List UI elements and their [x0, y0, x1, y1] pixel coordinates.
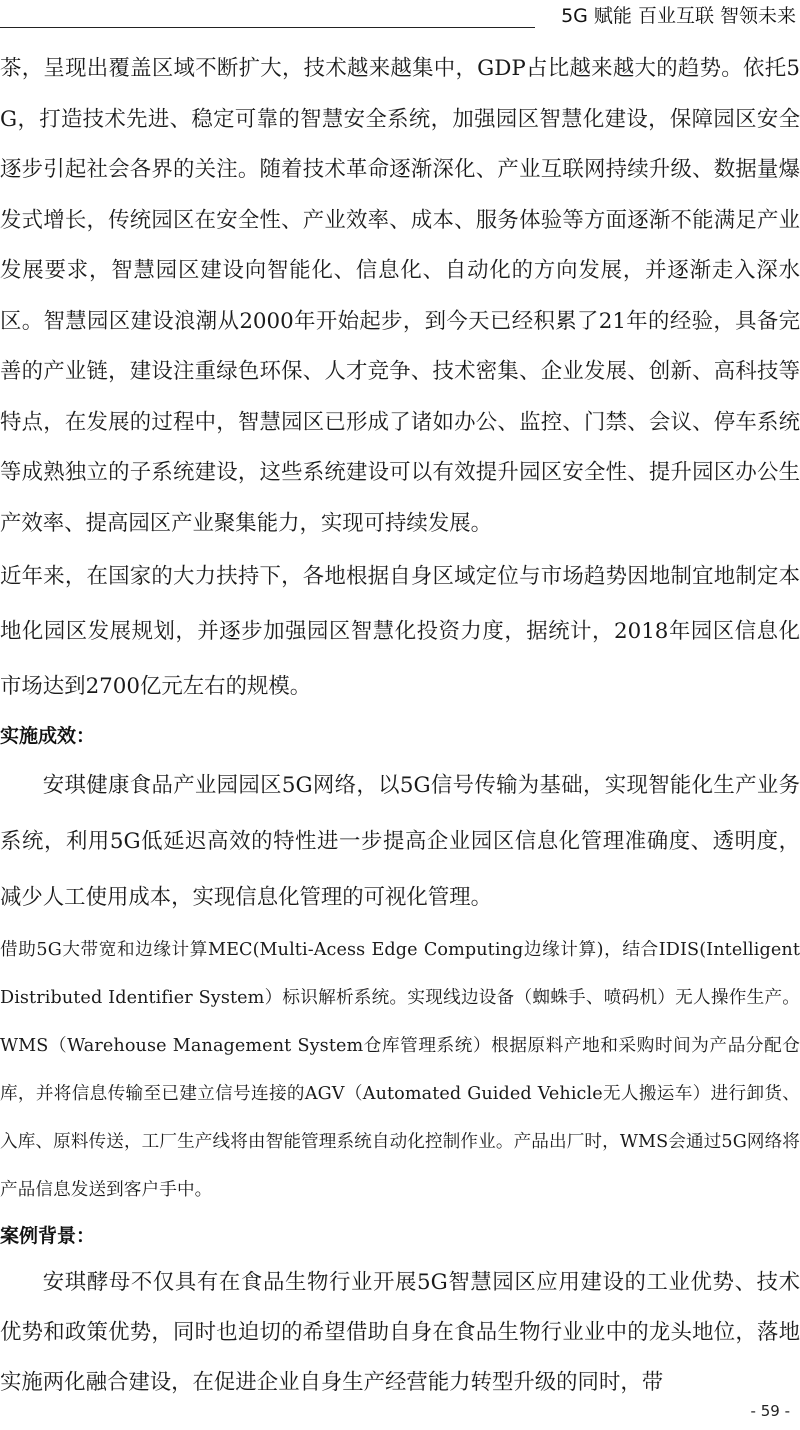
intro-paragraph-a: 茶，呈现出覆盖区域不断扩大，技术越来越集中，GDP占比越来越大的趋势。依托5G，打造技术先进、稳定可靠的智慧安全系统，加强园区智慧化建设，保障园区安全逐步引起社会各界的关注。随着技术革命逐渐深化、产业互联网持续升级、数据量爆发式增长，传统园区在安全性、产业效率、成本、服务体验等方面逐渐不能满足产业发展要求，智慧园区建设向智能化、信息化、自动化的方向发展，并逐渐走入深水区。智慧园区建设浪潮从2000年开始起步，到今天已经积累了21年的经验，具备完善的产业链，建设注重绿色环保、人才竞争、技术密集、企业发展、创新、高科技等特点，在发展的过程中，智慧园区已形成了诸如办公、监控、门禁、会议、停车系统等成熟独立的子系统建设，这些系统建设可以有效提升园区安全性、提升园区办公生产效率、提高园区产业聚集能力，实现可持续发展。	[0, 56, 800, 536]
results-paragraph-b: 借助5G大带宽和边缘计算MEC(Multi-Acess Edge Computing边缘计算)，结合IDIS(Intelligent Distributed Identifier System）标识解析系统。实现线边设备（蜘蛛手、喷码机）无人操作生产。WMS（Warehouse Management System仓库管理系统）根据原料产地和采购时间为产品分配仓库，并将信息传输至已建立信号连接的AGV（Automated Guided Vehicle无人搬运车）进行卸货、入库、原料传送，工厂生产线将由智能管理系统自动化控制作业。产品出厂时，WMS会通过5G网络将产品信息发送到客户手中。	[0, 940, 800, 1200]
intro-paragraph-b: 近年来，在国家的大力扶持下，各地根据自身区域定位与市场趋势因地制宜地制定本地化园区发展规划，并逐步加强园区智慧化投资力度，据统计，2018年园区信息化市场达到2700亿元左右的规模。	[0, 564, 800, 699]
background-paragraph: 安琪酵母不仅具有在食品生物行业开展5G智慧园区应用建设的工业优势、技术优势和政策优势，同时也迫切的希望借助自身在食品生物行业业中的龙头地位，落地实施两化融合建设，在促进企业自身生产经营能力转型升级的同时，带	[0, 1270, 800, 1395]
results-heading: 实施成效：	[0, 725, 96, 747]
page-content	[0, 44, 800, 1408]
page-header	[0, 0, 800, 30]
background-heading: 案例背景：	[0, 1225, 96, 1247]
results-paragraph-a: 安琪健康食品产业园园区5G网络，以5G信号传输为基础，实现智能化生产业务系统，利用5G低延迟高效的特性进一步提高企业园区信息化管理准确度、透明度，减少人工使用成本，实现信息化管理的可视化管理。	[0, 773, 800, 910]
page-number: - 59 -	[750, 1402, 790, 1420]
header-title: 5G 赋能 百业互联 智领未来	[561, 5, 796, 27]
header-rule	[0, 27, 535, 28]
